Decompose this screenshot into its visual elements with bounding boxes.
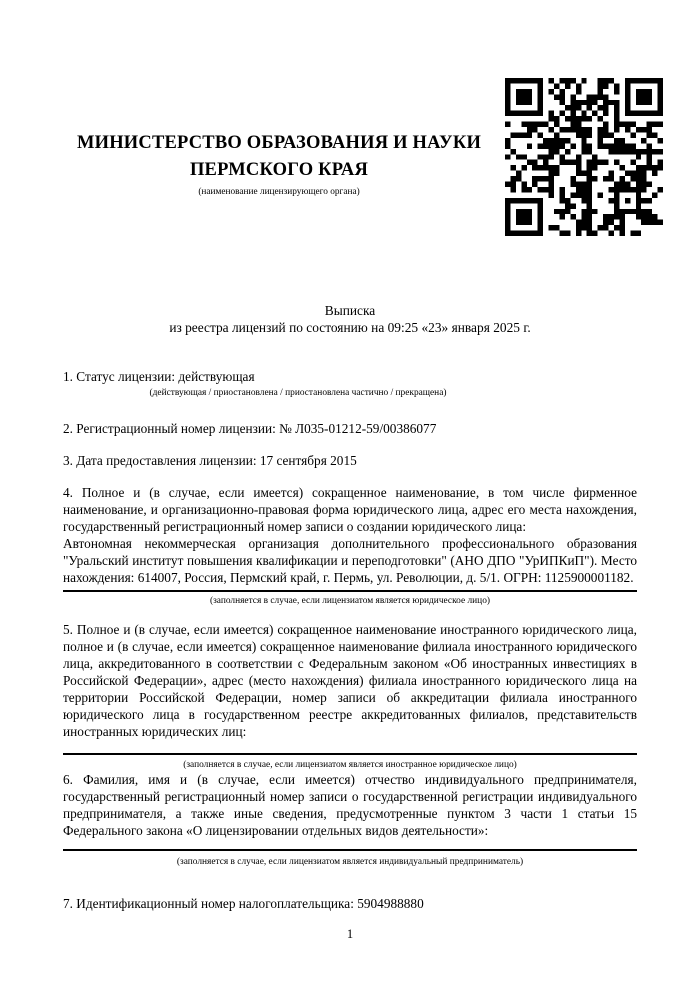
legal-entity-label: 4. Полное и (в случае, если имеется) сокращенное наименование, в том числе фирменное наименование, и организационно-правовая форма юридического лица, адрес его места нахождения, государственный регистрационный номер записи о создании юридического лица: xyxy=(63,485,637,534)
license-status-caption: (действующая / приостановлена / приостановлена частично / прекращена) xyxy=(149,388,447,398)
page-number: 1 xyxy=(346,927,354,941)
document-title: Выписка xyxy=(324,303,376,318)
ministry-name-line2: ПЕРМСКОГО КРАЯ xyxy=(189,160,369,180)
field-legal-entity xyxy=(63,484,637,607)
document-subtitle: из реестра лицензий по состоянию на 09:25 «23» января 2025 г. xyxy=(169,320,531,335)
qr-code-icon xyxy=(505,78,663,236)
license-status-text: 1. Статус лицензии: действующая xyxy=(63,369,255,384)
legal-entity-underline xyxy=(63,590,637,592)
foreign-entity-label: 5. Полное и (в случае, если имеется) сокращенное наименование иностранного юридического лица, полное и (в случае, если имеется) сокращенное наименование филиала иностранного юридического лица, аккредитованного в соответствии с Федеральным законом «Об иностранных инвестициях в Российской Федерации», адрес (место нахождения) филиала иностранного юридического лица на территории Российской Федерации, номер записи об аккредитации филиала иностранного юридического лица в государственном реестре аккредитованных филиалов, представительств иностранных юридических лиц: xyxy=(63,622,637,739)
document-title-block xyxy=(63,302,637,336)
foreign-entity-caption: (заполняется в случае, если лицензиатом является иностранное юридическое лицо) xyxy=(183,760,517,770)
ministry-header xyxy=(63,130,495,198)
individual-entrepreneur-label: 6. Фамилия, имя и (в случае, если имеется) отчество индивидуального предпринимателя, государственный регистрационный номер записи о государственной регистрации индивидуального предпринимателя, а также иные сведения, предусмотренные пунктом 3 части 1 статьи 15 Федерального закона «О лицензировании отдельных видов деятельности»: xyxy=(63,772,637,838)
ministry-caption: (наименование лицензирующего органа) xyxy=(198,187,360,197)
field-taxpayer-number xyxy=(63,895,637,912)
field-foreign-entity xyxy=(63,621,637,771)
license-date-text: 3. Дата предоставления лицензии: 17 сентября 2015 xyxy=(63,453,357,468)
individual-entrepreneur-underline xyxy=(63,849,637,851)
field-registration-number xyxy=(63,420,637,437)
field-individual-entrepreneur xyxy=(63,771,637,868)
individual-entrepreneur-caption: (заполняется в случае, если лицензиатом является индивидуальный предприниматель) xyxy=(176,857,524,867)
field-license-date xyxy=(63,452,637,469)
qr-code-container xyxy=(505,78,663,236)
ministry-name-line1: МИНИСТЕРСТВО ОБРАЗОВАНИЯ И НАУКИ xyxy=(76,133,482,153)
field-license-status xyxy=(63,368,637,399)
registration-number-text: 2. Регистрационный номер лицензии: № Л035-01212-59/00386077 xyxy=(63,421,437,436)
legal-entity-caption: (заполняется в случае, если лицензиатом является юридическое лицо) xyxy=(209,596,490,606)
taxpayer-number-text: 7. Идентификационный номер налогоплательщика: 5904988880 xyxy=(63,896,424,911)
legal-entity-value: Автономная некоммерческая организация дополнительного профессионального образования "Уральский институт повышения квалификации и переподготовки" (АНО ДПО "УрИПКиП"). Место нахождения: 614007, Россия, Пермский край, г. Пермь, ул. Революции, д. 5/1. ОГРН: 1125900001182. xyxy=(63,536,637,585)
foreign-entity-underline xyxy=(63,753,637,755)
